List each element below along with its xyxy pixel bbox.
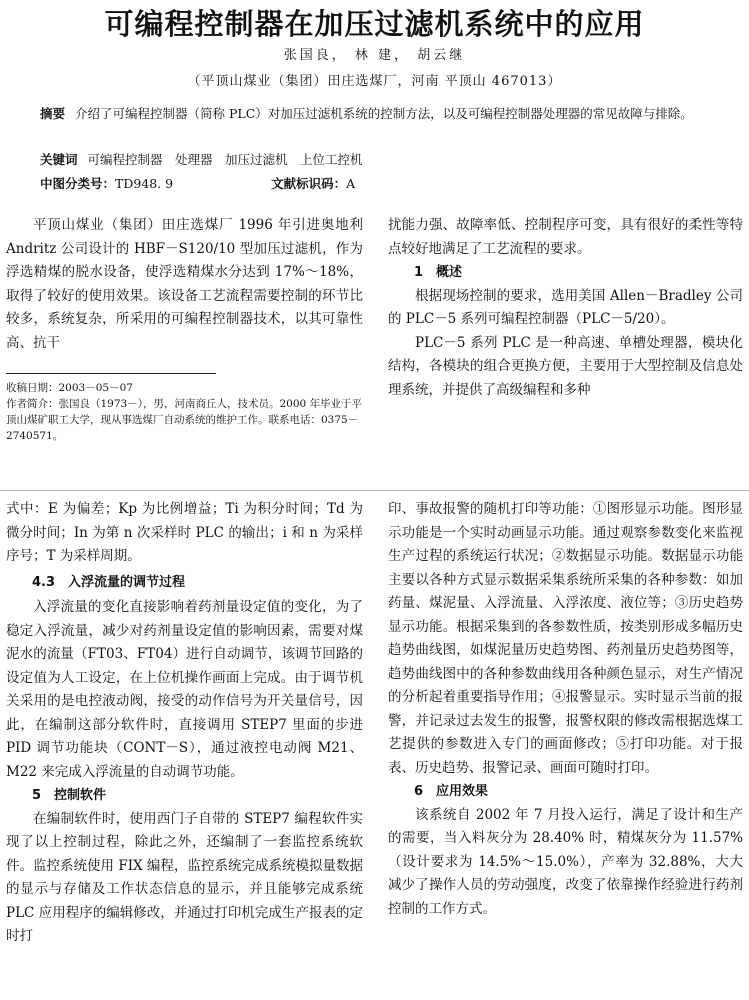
footnote <box>6 380 366 444</box>
classification <box>40 174 720 194</box>
abstract-text: 介绍了可编程控制器（简称 PLC）对加压过滤机系统的控制方法，以及可编程控制器处理器的常见故障与排除。 <box>75 106 693 121</box>
footnote-rule <box>6 373 216 374</box>
section-heading-5: 5 控制软件 <box>32 788 107 803</box>
formula-notation: 式中：E 为偏差；Kp 为比例增益；Ti 为积分时间；Td 为微分时间；In 为第 n 次采样时 PLC 的输出；i 和 n 为采样序号；T 为采样周期。 <box>6 501 363 564</box>
authors: 张国良， 林 建， 胡云继 <box>283 48 466 63</box>
bottom-right-column <box>388 498 743 921</box>
section-heading-1: 1 概述 <box>414 265 463 280</box>
paragraph: 印、事故报警的随机打印等功能：①图形显示功能。图形显示功能是一个实时动画显示功能。通过观察参数变化来监视生产过程的系统运行状况；②数据显示功能。数据显示功能主要以各种方式显示数据采集系统所采集的各种参数：如加药量、煤泥量、入浮流量、入浮浓度、液位等；③历史趋势显示功能。根据采集到的各参数性质，按类别形成多幅历史趋势曲线图，如煤泥量历史趋势图、药剂量历史趋势图等，趋势曲线图中的各种参数曲线用各种颜色显示，对生产情况的分析起着重要指导作用；④报警显示。实时显示当前的报警，并记录过去发生的报警，报警权限的修改需根据选煤工艺提供的参数进入专门的画面修改；⑤打印功能。对于报表、历史趋势、报警记录、画面可随时打印。 <box>388 501 743 776</box>
keywords-text: 可编程控制器 处理器 加压过滤机 上位工控机 <box>87 152 363 167</box>
section-heading-6: 6 应用效果 <box>414 784 489 799</box>
bottom-left-column <box>6 498 363 949</box>
section-heading-4-3: 4.3 入浮流量的调节过程 <box>32 574 186 590</box>
top-left-column <box>6 214 363 355</box>
paragraph: PLC－5 系列 PLC 是一种高速、单槽处理器，模块化结构，各模块的组合更换方便，主要用于大型控制及信息处理系统，并提供了高级编程和多种 <box>388 334 743 398</box>
paragraph: 根据现场控制的要求，选用美国 Allen－Bradley 公司的 PLC－5 系列可编程控制器（PLC－5/20）。 <box>388 287 743 327</box>
paragraph: 在编制软件时，使用西门子自带的 STEP7 编程软件实现了以上控制过程，除此之外，还编制了一套监控系统软件。监控系统使用 FIX 编程，监控系统完成系统模拟量数据的显示与存储及工作状态信息的显示，并且能够完成系统 PLC 应用程序的编辑修改，并通过打印机完成生产报表的定时打 <box>6 810 363 944</box>
top-right-column <box>388 214 743 402</box>
paragraph: 入浮流量的变化直接影响着药剂量设定值的变化，为了稳定入浮流量，减少对药剂量设定值的影响因素，需要对煤泥水的流量（FT03、FT04）进行自动调节，该调节回路的设定值为人工设定，在上位机操作画面上完成。由于调节机关采用的是电控液动阀，接受的动作信号为开关量信号，因此，在编制这部分软件时，直接调用 STEP7 里面的步进 PID 调节功能块（CONT－S），通过液控电动阀 M21、M22 来完成入浮流量的自动调节功能。 <box>6 599 363 780</box>
keywords-label: 关键词 <box>40 152 78 167</box>
clc-value: TD948. 9 <box>115 176 174 191</box>
doc-value: A <box>346 176 356 191</box>
intro-paragraph: 平顶山煤业（集团）田庄选煤厂 1996 年引进奥地利 Andritz 公司设计的 HBF－S120/10 型加压过滤机，作为浮选精煤的脱水设备，使浮选精煤水分达到 17%～18%，取得了较好的使用效果。该设备工艺流程需要控制的环节比较多，系统复杂，所采用的可编程控制器技术，以其可靠性高、抗干 <box>6 217 363 351</box>
page-break <box>0 490 749 491</box>
clc-label: 中图分类号： <box>40 176 116 191</box>
affiliation: （平顶山煤业（集团）田庄选煤厂，河南 平顶山 467013） <box>187 74 562 89</box>
paragraph: 该系统自 2002 年 7 月投入运行，满足了设计和生产的需要，当入料灰分为 28.40% 时，精煤灰分为 11.57%（设计要求为 14.5%～15.0%），产率为 32.88%，大大减少了操作人员的劳动强度，改变了依靠操作经验进行药剂控制的工作方式。 <box>388 806 743 917</box>
paragraph: 扰能力强、故障率低、控制程序可变，具有很好的柔性等特点较好地满足了工艺流程的要求。 <box>388 217 743 257</box>
keywords <box>40 150 720 170</box>
abstract <box>40 104 720 124</box>
footnote-bio: 作者简介：张国良（1973－），男，河南商丘人，技术员。2000 年毕业于平顶山煤矿职工大学，现从事选煤厂自动系统的维护工作。联系电话：0375－2740571。 <box>6 398 363 442</box>
footnote-received: 收稿日期：2003－05－07 <box>6 382 133 394</box>
abstract-label: 摘要 <box>40 106 66 121</box>
doc-label: 文献标识码： <box>271 176 347 191</box>
paper-title: 可编程控制器在加压过滤机系统中的应用 <box>104 7 645 41</box>
